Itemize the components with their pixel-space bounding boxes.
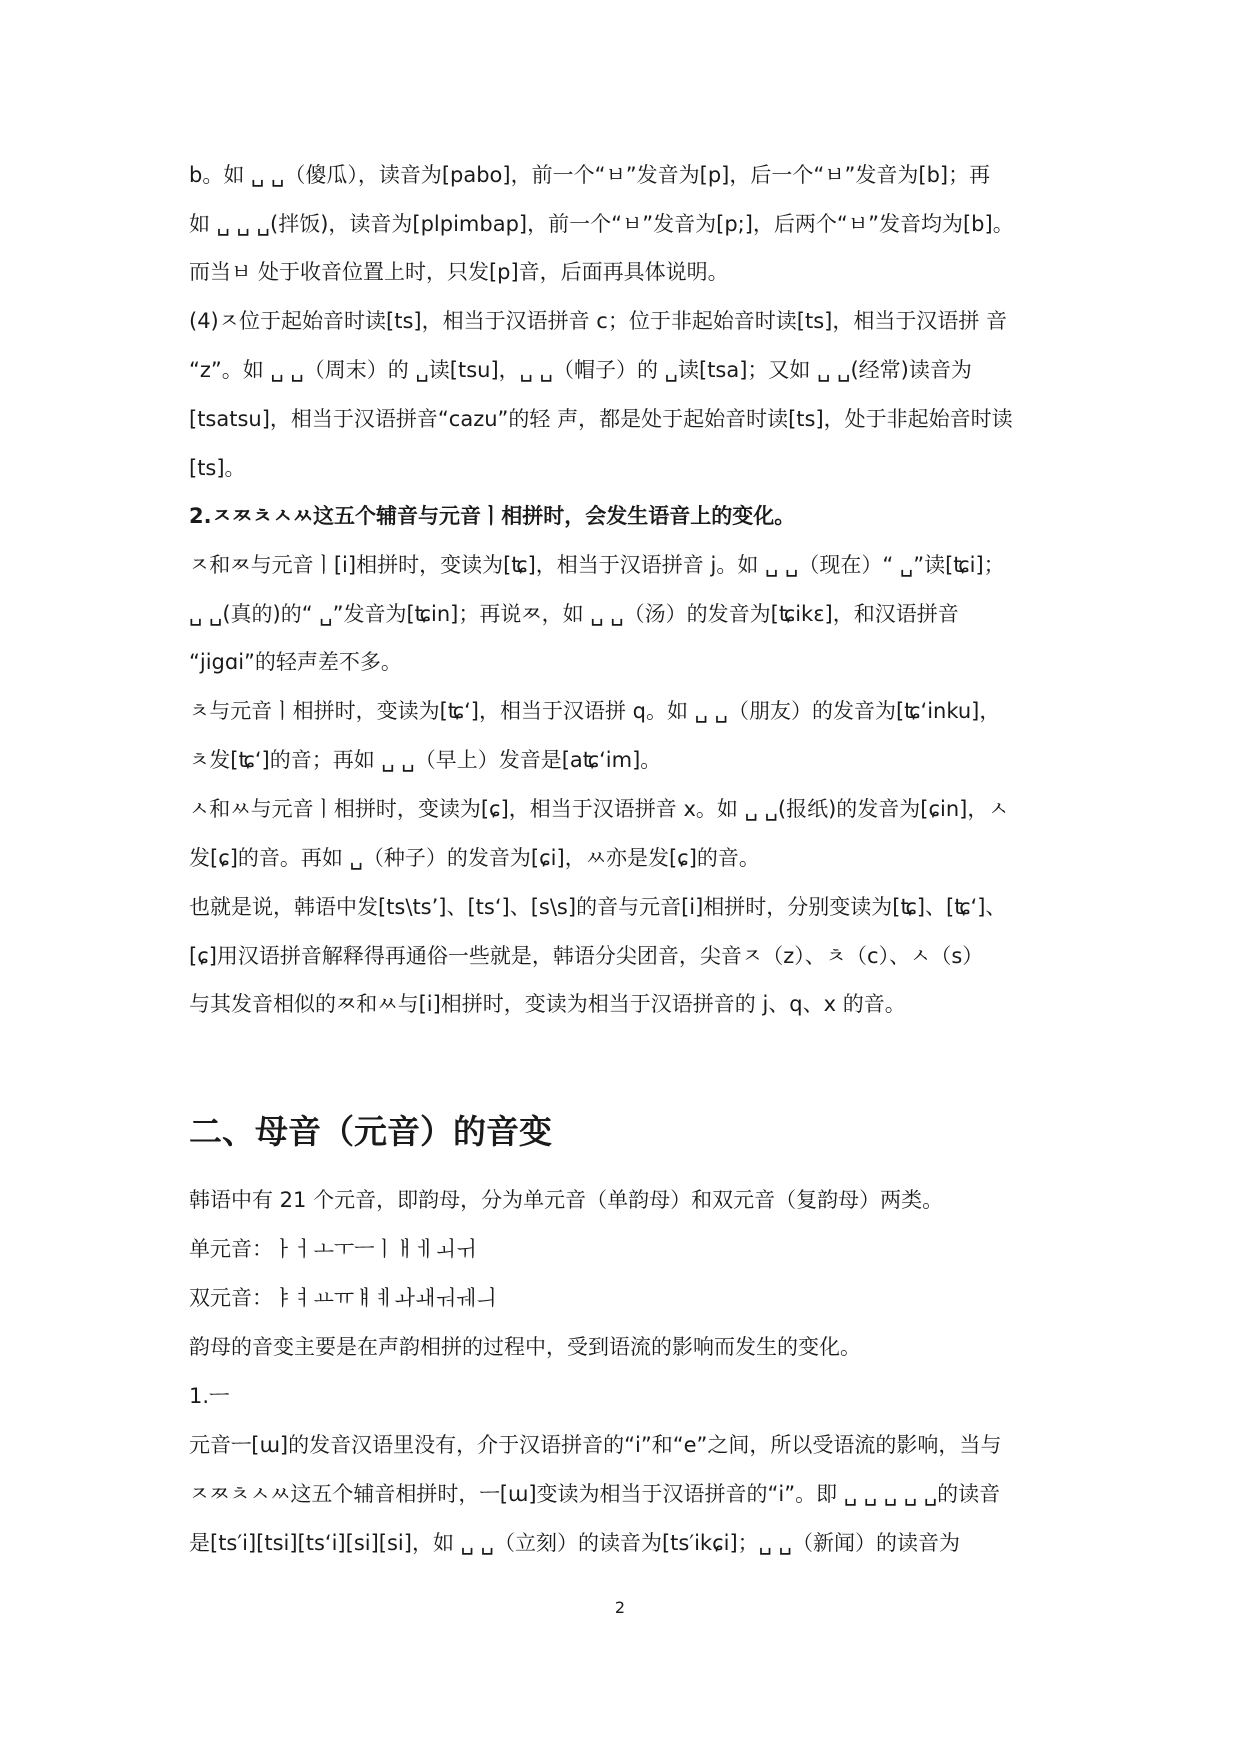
text-line: 发[ɕ]的音。再如 ␣（种子）的发音为[ɕi]，ㅆ亦是发[ɕ]的音。 (189, 846, 760, 870)
text-line: 韵母的音变主要是在声韵相拼的过程中，受到语流的影响而发生的变化。 (189, 1335, 861, 1359)
text-line: 也就是说，韩语中发[ts\ts’]、[ts‘]、[s\s]的音与元音[i]相拼时，分别变读为[ʨ]、[ʨ‘]、 (189, 895, 1007, 919)
text-line: [ɕ]用汉语拼音解释得再通俗一些就是，韩语分尖团音，尖音ㅈ（z）、ㅊ（c）、ㅅ（s） (189, 944, 984, 968)
text-line: ㅅ和ㅆ与元音ㅣ相拼时，变读为[ɕ]，相当于汉语拼音 x。如 ␣ ␣(报纸)的发音为[ɕin]，ㅅ (189, 797, 1009, 821)
text-line: ㅈㅉㅊㅅㅆ这五个辅音相拼时，ㅡ[ɯ]变读为相当于汉语拼音的“i”。即 ␣ ␣ ␣ ␣ ␣的读音 (189, 1482, 1001, 1506)
text-line: 是[ts′i][tsi][ts‘i][si][si]，如 ␣ ␣（立刻）的读音为[ts′ikɕi]；␣ ␣（新闻）的读音为 (189, 1531, 960, 1555)
text-line: ㅊ与元音ㅣ相拼时，变读为[ʨ‘]，相当于汉语拼 q。如 ␣ ␣（朋友）的发音为[ʨ‘inku]， (189, 699, 1001, 723)
text-line: “z”。如 ␣ ␣（周末）的 ␣读[tsu]，␣ ␣（帽子）的 ␣读[tsa]；又如 ␣ ␣(经常)读音为 (189, 358, 972, 382)
text-line: [tsatsu]，相当于汉语拼音“cazu”的轻 声，都是处于起始音时读[ts]，处于非起始音时读 (189, 407, 1013, 431)
text-line: b。如 ␣ ␣（傻瓜），读音为[pabo]，前一个“ㅂ”发音为[p]，后一个“ㅂ”发音为[b]；再 (189, 163, 991, 187)
text-line: 双元音：ㅑㅕㅛㅠㅒㅖㅘㅙㅝㅞㅢ (189, 1286, 497, 1310)
text-line: “jigɑi”的轻声差不多。 (189, 650, 402, 674)
text-line: 1.ㅡ (189, 1384, 230, 1408)
text-line: ␣ ␣(真的)的“ ␣”发音为[ʨin]；再说ㅉ，如 ␣ ␣（汤）的发音为[ʨikɛ]，和汉语拼音 (189, 602, 959, 626)
text-line: 与其发音相似的ㅉ和ㅆ与[i]相拼时，变读为相当于汉语拼音的 j、q、x 的音。 (189, 992, 906, 1016)
text-line: [ts]。 (189, 456, 246, 480)
page-number: 2 (614, 1598, 626, 1617)
text-line: ㅊ发[ʨ‘]的音；再如 ␣ ␣（早上）发音是[aʨ‘im]。 (189, 748, 662, 772)
text-line: 元音ㅡ[ɯ]的发音汉语里没有，介于汉语拼音的“i”和“e”之间，所以受语流的影响，当与 (189, 1433, 1002, 1457)
text-line: 如 ␣ ␣ ␣(拌饭)，读音为[plpimbap]，前一个“ㅂ”发音为[p;]，后两个“ㅂ”发音均为[b]。 (189, 212, 1014, 236)
text-line: (4)ㅈ位于起始音时读[ts]，相当于汉语拼音 c；位于非起始音时读[ts]，相当于汉语拼 音 (189, 309, 1008, 333)
text-line: 单元音：ㅏㅓㅗㅜㅡㅣㅐㅔㅚㅟ (189, 1237, 476, 1261)
section-subtitle: 2.ㅈㅉㅊㅅㅆ这五个辅音与元音ㅣ相拼时，会发生语音上的变化。 (189, 504, 796, 528)
text-line: 韩语中有 21 个元音，即韵母，分为单元音（单韵母）和双元音（复韵母）两类。 (189, 1188, 944, 1212)
text-line: ㅈ和ㅉ与元音ㅣ[i]相拼时，变读为[ʨ]，相当于汉语拼音 j。如 ␣ ␣（现在）“ ␣”读[ʨi]； (189, 553, 1005, 577)
text-line: 而当ㅂ 处于收音位置上时，只发[p]音，后面再具体说明。 (189, 260, 729, 284)
section-heading: 二、母音（元音）的音变 (189, 1112, 552, 1151)
